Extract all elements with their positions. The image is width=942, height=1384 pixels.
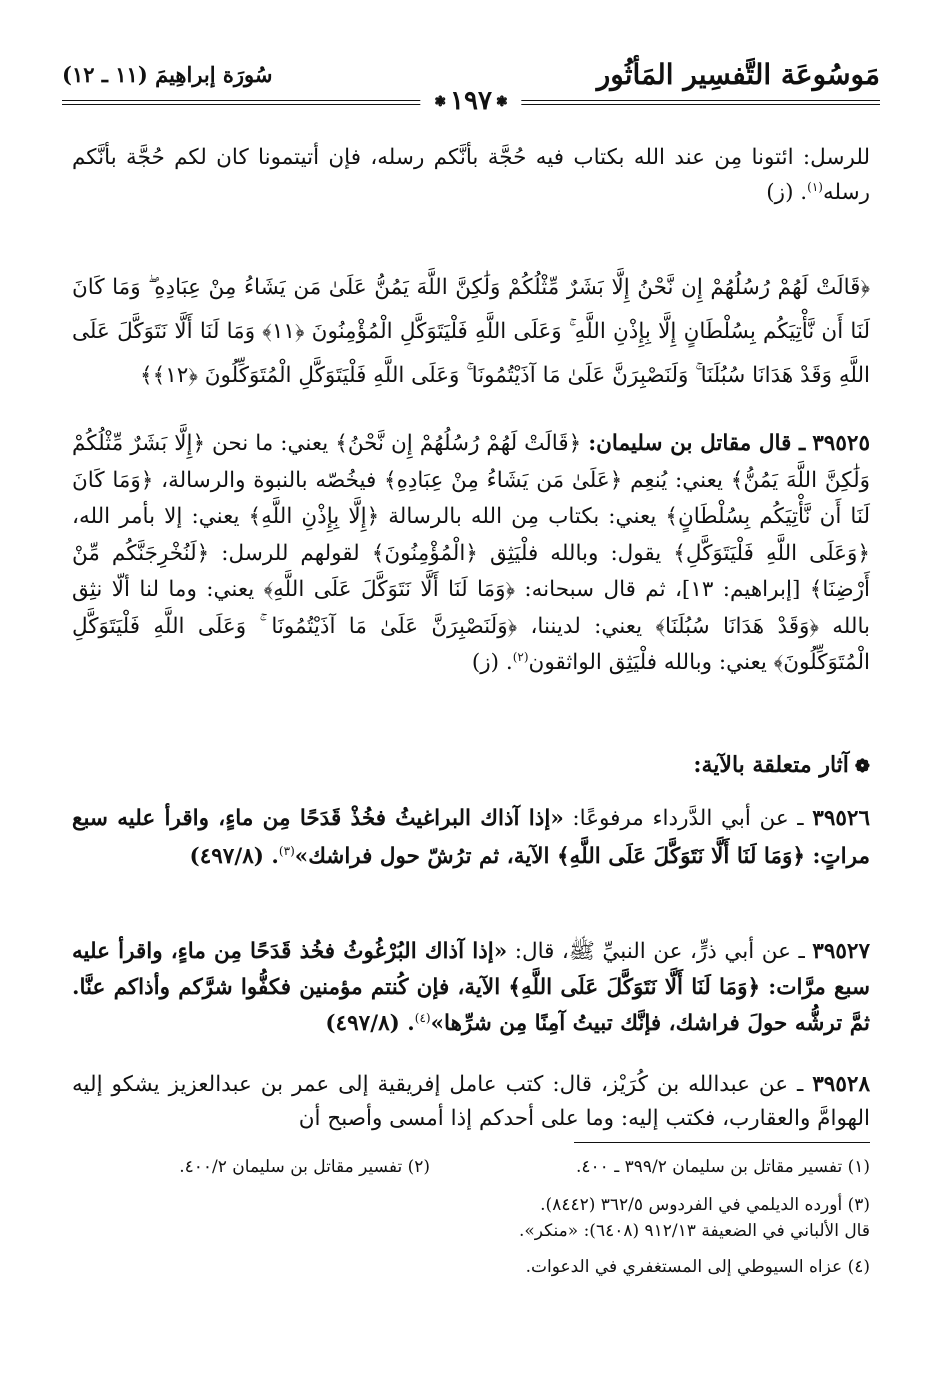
narration-number: ٣٩٥٢٧ — [812, 939, 871, 964]
narration-text: ـ عن عبدالله بن كُرَيْز، قال: كتب عامل إفريقية إلى عمر بن عبدالعزيز يشكو إليه الهوامَّ والعقارب، فكتب إليه: وما على أحدكم إذا أمسى وأصبح أن — [72, 1072, 870, 1131]
paragraph-tail: . (ز) — [766, 180, 808, 205]
footnote-2: (٢) تفسير مقاتل بن سليمان ٢/‏٤٠٠. — [179, 1157, 430, 1177]
footnote-4: (٤) عزاه السيوطي إلى المستغفري في الدعوات. — [525, 1257, 870, 1277]
footnote-ref[interactable]: (٢) — [512, 649, 529, 664]
narration-39526 — [72, 800, 870, 876]
narration-number: ٣٩٥٢٨ — [812, 1072, 870, 1097]
narration-39525 — [72, 426, 870, 682]
page-header — [62, 52, 880, 116]
footnote-3: (٣) أورده الديلمي في الفردوس ٥/‏٣٦٢ (٨٤٤٢). — [540, 1195, 870, 1215]
page-number-value: ١٩٧ — [450, 86, 492, 116]
footnote-ref[interactable]: (٣) — [278, 843, 295, 858]
hadith-text: «إذا آذاك البُرْغُوثُ فخُذ قَدَحًا مِن ماءٍ، واقرأ عليه سبع مرَّات: ﴿وَمَا لَنَا أَلَّا نَتَوَكَّلَ عَلَى اللَّهِ﴾ الآية، فإن كُنتم مؤمنين فكفُّوا شرَّكم وأذاكم عنَّا. ثمَّ ترشُّه حولَ فراشك، فإنَّك تبيتُ آمِنًا مِن شرِّها» — [72, 939, 870, 1036]
paragraph-1 — [72, 140, 870, 210]
ornament-icon: ❃ — [434, 94, 447, 110]
footnote-ref[interactable]: (١) — [807, 179, 823, 194]
hadith-text: «إذا آذاك البراغيثُ فخُذْ قَدَحًا مِن ماءٍ، واقرأ عليه سبع مراتٍ: ﴿وَمَا لَنَا أَلَّا نَتَوَكَّلَ عَلَى اللَّهِ﴾ الآية، ثم ترُشّ حول فراشك» — [72, 806, 870, 869]
section-title: آثار متعلقة بالآية: — [693, 752, 849, 778]
footnote-1: (١) تفسير مقاتل بن سليمان ٢/‏٣٩٩ ـ ٤٠٠. — [576, 1157, 870, 1177]
section-heading — [693, 752, 870, 778]
paragraph-text: للرسل: ائتونا مِن عند الله بكتاب فيه حُجَّة بأنَّكم رسله، فإن أتيتمونا كان لكم حُجَّة بأنَّكم رسله — [72, 145, 870, 205]
footnote-ref[interactable]: (٤) — [414, 1010, 431, 1025]
page-number — [420, 86, 521, 116]
footnote-divider — [574, 1142, 870, 1143]
narrator-lead: ـ عن أبي ذرٍّ، عن النبيِّ ﷺ، قال: — [514, 939, 805, 964]
quran-verse-block — [72, 266, 870, 398]
surah-title: سُورَة إبراهِيمَ (١١ ـ ١٢) — [62, 62, 273, 87]
ornament-icon: ❃ — [495, 94, 508, 110]
footnote-3-continued: قال الألباني في الضعيفة ١٣/‏٩١٢ (٦٤٠٨): «منكر». — [518, 1221, 870, 1241]
book-title: مَوسُوعَة التَّفسِير المَأثُور — [596, 58, 880, 91]
narration-number: ٣٩٥٢٦ — [812, 806, 871, 831]
narration-39527 — [72, 934, 870, 1042]
quran-verse-text: ﴿قَالَتْ لَهُمْ رُسُلُهُمْ إِن نَّحْنُ إِلَّا بَشَرٌ مِّثْلُكُمْ وَلَٰكِنَّ اللَّهَ يَمُنُّ عَلَىٰ مَن يَشَاءُ مِنْ عِبَادِهِ ۖ وَمَا كَانَ لَنَا أَن نَّأْتِيَكُم بِسُلْطَانٍ إِلَّا بِإِذْنِ اللَّهِ ۚ وَعَلَى اللَّهِ فَلْيَتَوَكَّلِ الْمُؤْمِنُونَ ﴿١١﴾ وَمَا لَنَا أَلَّا نَتَوَكَّلَ عَلَى اللَّهِ وَقَدْ هَدَانَا سُبُلَنَا ۚ وَلَنَصْبِرَنَّ عَلَىٰ مَا آذَيْتُمُونَا ۚ وَعَلَى اللَّهِ فَلْيَتَوَكَّلِ الْمُتَوَكِّلُونَ ﴿١٢﴾﴾ — [72, 275, 870, 388]
narration-number: ٣٩٥٢٥ — [812, 431, 870, 456]
narrator-lead: ـ عن أبي الدَّرداء مرفوعًا: — [572, 806, 804, 831]
flower-ornament-icon: ❁ — [854, 756, 870, 777]
narration-tail: . (ز) — [471, 650, 513, 675]
narration-39528 — [72, 1068, 870, 1136]
narrator-lead: ـ قال مقاتل بن سليمان: — [588, 431, 806, 456]
narration-text: ﴿قَالَتْ لَهُمْ رُسُلُهُمْ إِن نَّحْنُ﴾ يعني: ما نحن ﴿إِلَّا بَشَرٌ مِّثْلُكُمْ وَلَٰكِنَّ اللَّهَ يَمُنُّ﴾ يعني: يُنعِم ﴿عَلَىٰ مَن يَشَاءُ مِنْ عِبَادِهِ﴾ فيخُصّه بالنبوة والرسالة، ﴿وَمَا كَانَ لَنَا أَن نَّأْتِيَكُم بِسُلْطَانٍ﴾ يعني: بكتاب مِن الله بالرسالة ﴿إِلَّا بِإِذْنِ اللَّهِ﴾ يعني: إلا بأمر الله، ﴿وَعَلَى اللَّهِ فَلْيَتَوَكَّلِ﴾ يقول: وبالله فلْيَثِق ﴿الْمُؤْمِنُونَ﴾ لقولهم للرسل: ﴿لَنُخْرِجَنَّكُم مِّنْ أَرْضِنَا﴾ [إبراهيم: ١٣]، ثم قال سبحانه: ﴿وَمَا لَنَا أَلَّا نَتَوَكَّلَ عَلَى اللَّهِ﴾ يعني: وما لنا ألّا نثِق بالله ﴿وَقَدْ هَدَانَا سُبُلَنَا﴾ يعني: لديننا، ﴿وَلَنَصْبِرَنَّ عَلَىٰ مَا آذَيْتُمُونَا ۚ وَعَلَى اللَّهِ فَلْيَتَوَكَّلِ الْمُتَوَكِّلُونَ﴾ يعني: وبالله فلْيَثِق الواثقون — [72, 431, 871, 675]
narration-tail: . (٨/‏٤٩٧) — [189, 844, 279, 869]
narration-tail: . (٨/‏٤٩٧) — [325, 1011, 415, 1036]
